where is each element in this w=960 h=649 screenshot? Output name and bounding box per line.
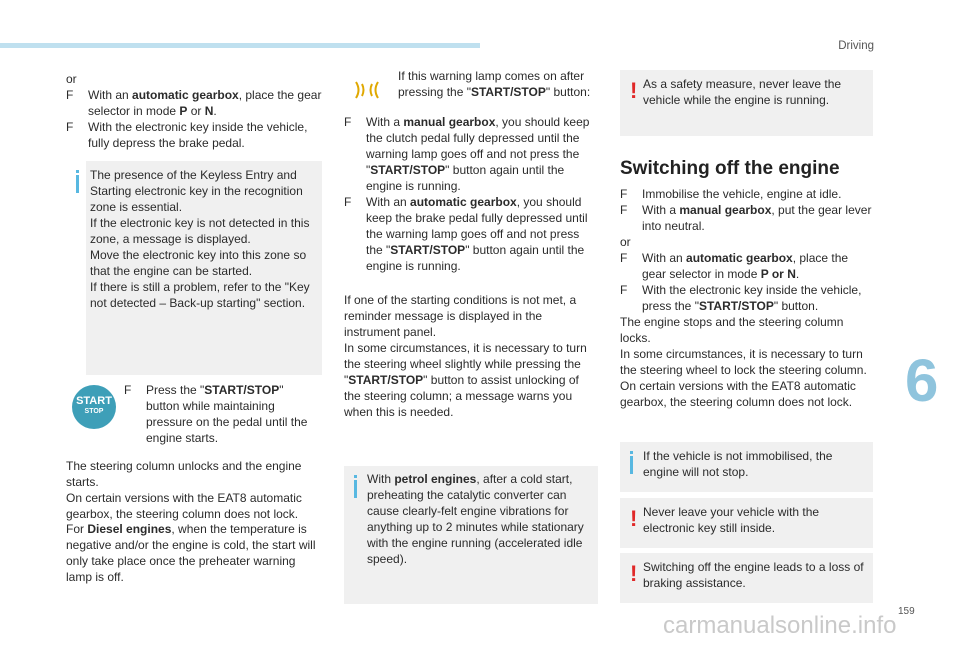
bullet-marker: F	[124, 383, 132, 397]
info-line-2: If the electronic key is not detected in this zone, a message is displayed.	[90, 216, 310, 246]
warning-icon: !	[630, 506, 638, 531]
bullet-marker: F	[620, 251, 628, 265]
bullet-marker: F	[344, 195, 352, 209]
warning-box-key-inside: ! Never leave your vehicle with the electronic key still inside.	[620, 498, 873, 548]
page-number: 159	[898, 606, 915, 617]
switching-off-steps: F Immobilise the vehicle, engine at idle. F With a manual gearbox, put the gear lever into neutral. or F With an automatic gearbox, place the gear selector in mode P or N. F With the electronic key inside the vehicle, press the "START/STOP" button. The engine stops and the steering column locks. In some circumstances, it is necessary to turn the steering wheel to lock the steering column. On certain versions with the EAT8 automatic gearbox, the steering column does not lock.	[620, 186, 874, 410]
warning-lamp-icon	[352, 80, 382, 100]
diesel-engines-text: For Diesel engines, when the temperature is negative and/or the engine is cold, the start will only take place once the preheater warning lamp is off.	[66, 522, 316, 584]
steering-unlock-text: The steering column unlocks and the engine starts. On certain versions with the EAT8 automatic gearbox, the steering column does not lock.	[66, 459, 302, 521]
section-title: Driving	[838, 40, 874, 52]
info-line-4: If there is still a problem, refer to the "Key not detected – Back-up starting" section.	[90, 280, 310, 310]
or-text-2: or	[620, 235, 631, 249]
bullet-press-start-stop: F With the electronic key inside the vehicle, press the "START/STOP" button.	[620, 283, 862, 313]
bullet-marker: F	[620, 203, 628, 217]
start-stop-button-icon: START STOP	[72, 385, 116, 429]
warning-icon: !	[630, 78, 638, 103]
info-line-1: The presence of the Keyless Entry and Starting electronic key in the recognition zone is essential.	[90, 168, 303, 214]
warning-box-braking: ! Switching off the engine leads to a loss of braking assistance.	[620, 553, 873, 603]
bullet-automatic-selector: F With an automatic gearbox, place the gear selector in mode P or N.	[620, 251, 849, 281]
warning-icon: !	[630, 561, 638, 586]
info-line-3: Move the electronic key into this zone so that the engine can be started.	[90, 248, 307, 278]
bullet-manual-neutral: F With a manual gearbox, put the gear lever into neutral.	[620, 203, 872, 233]
info-icon	[354, 480, 357, 498]
bullet-marker: F	[344, 115, 352, 129]
column-1	[66, 71, 324, 151]
bullet-automatic-gearbox: F With an automatic gearbox, place the gear selector in mode P or N.	[66, 88, 322, 118]
info-box-keyless	[86, 161, 322, 375]
bullet-marker: F	[66, 88, 74, 102]
bullet-automatic-gearbox-2: F With an automatic gearbox, you should keep the brake pedal fully depressed until the warning lamp goes off and not press the "START/STOP" button again until the engine is running.	[344, 195, 588, 273]
info-box-immobilised: If the vehicle is not immobilised, the engine will not stop.	[620, 442, 873, 492]
starting-conditions-text: If one of the starting conditions is not met, a reminder message is displayed in the instrument panel. In some circumstances, it is necessary to turn the steering wheel slightly while pressing the "START/STOP" button to assist unlocking of the steering column; a message warns you when this is needed.	[344, 293, 587, 419]
top-accent-bar	[0, 43, 480, 48]
info-icon	[76, 175, 79, 193]
switching-off-heading: Switching off the engine	[620, 158, 840, 179]
bullet-immobilise: F Immobilise the vehicle, engine at idle.	[620, 187, 842, 201]
column-2-bullets	[344, 114, 594, 274]
info-box-petrol: With petrol engines, after a cold start, preheating the catalytic converter can cause clearly-felt engine vibrations for anything up to 2 minutes while stationary with the engine running (accelerated idle speed).	[344, 466, 598, 604]
chapter-number: 6	[905, 347, 939, 414]
warning-box-safety: ! As a safety measure, never leave the vehicle while the engine is running.	[620, 70, 873, 136]
bullet-marker: F	[620, 283, 628, 297]
warning-lamp-text: If this warning lamp comes on after pressing the "START/STOP" button:	[398, 69, 591, 99]
bullet-manual-gearbox: F With a manual gearbox, you should keep the clutch pedal fully depressed until the warning lamp goes off and not press the "START/STOP" button again until the engine is running.	[344, 115, 590, 193]
info-icon	[630, 456, 633, 474]
bullet-marker: F	[620, 187, 628, 201]
press-start-stop-step: F Press the "START/STOP" button while maintaining pressure on the pedal until the engine starts.	[124, 383, 308, 445]
bullet-marker: F	[66, 120, 74, 134]
bullet-depress-brake: F With the electronic key inside the vehicle, fully depress the brake pedal.	[66, 120, 308, 150]
watermark: carmanualsonline.info	[663, 612, 897, 639]
or-text: or	[66, 72, 77, 86]
